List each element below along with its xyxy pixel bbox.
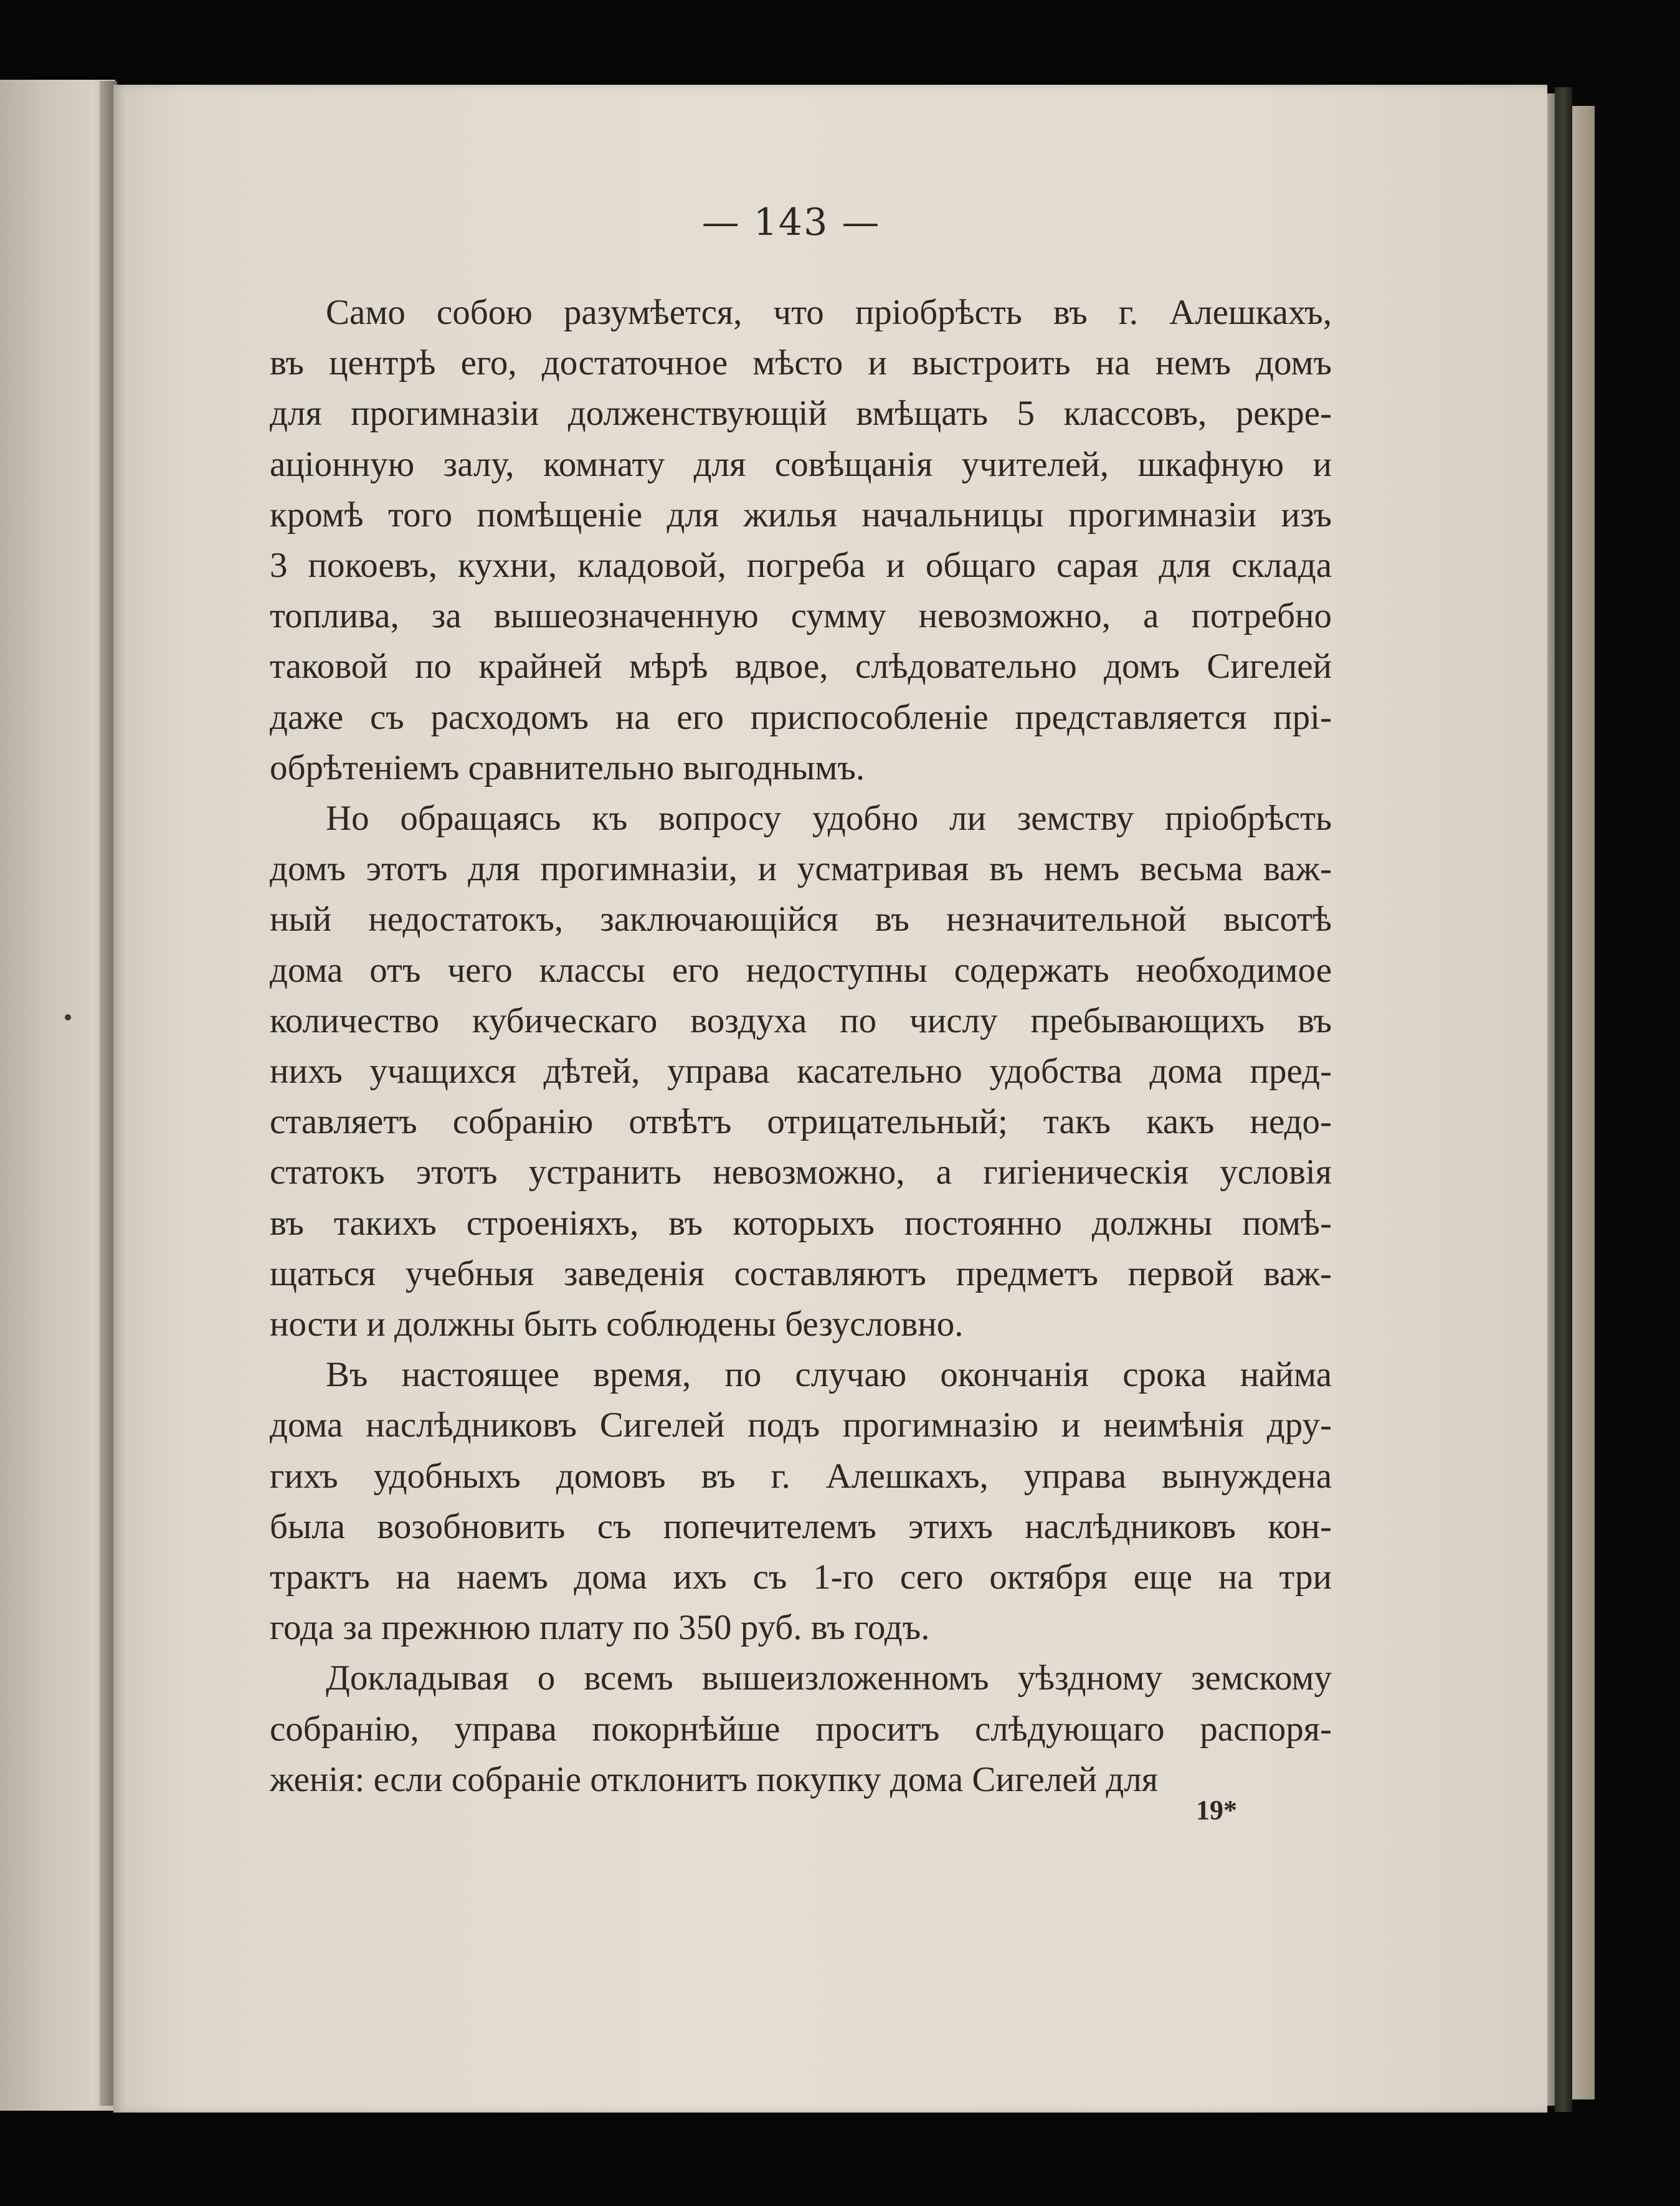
text-line: кромѣ того помѣщеніе для жилья начальницы прогимназіи изъ xyxy=(270,495,1332,535)
text-line: щаться учебныя заведенія составляютъ предметъ первой важ- xyxy=(270,1253,1332,1293)
text-line: женія: если собраніе отклонитъ покупку дома Сигелей для xyxy=(270,1759,1159,1799)
text-line: топлива, за вышеозначенную сумму невозможно, а потребно xyxy=(270,596,1332,636)
text-line: Докладывая о всемъ вышеизложенномъ уѣздному земскому xyxy=(326,1658,1332,1698)
text-line: была возобновить съ попечителемъ этихъ наслѣдниковъ кон- xyxy=(270,1506,1332,1546)
body-text xyxy=(270,287,1332,1805)
text-line: даже съ расходомъ на его приспособленіе представляется прі- xyxy=(270,697,1332,737)
left-page-edge xyxy=(0,80,115,2111)
text-line: въ такихъ строеніяхъ, въ которыхъ постоянно должны помѣ- xyxy=(270,1203,1332,1243)
text-line: обрѣтеніемъ сравнительно выгоднымъ. xyxy=(270,748,865,787)
book-cover-board xyxy=(1572,106,1595,2099)
text-line: ставляетъ собранію отвѣтъ отрицательный; такъ какъ недо- xyxy=(270,1102,1332,1142)
text-line: въ центрѣ его, достаточное мѣсто и выстроить на немъ домъ xyxy=(270,343,1332,383)
text-line: количество кубическаго воздуха по числу пребывающихъ въ xyxy=(270,1001,1332,1040)
text-line: таковой по крайней мѣрѣ вдвое, слѣдовательно домъ Сигелей xyxy=(270,647,1332,687)
page-number: — 143 — xyxy=(701,201,881,244)
text-line: собранію, управа покорнѣйше проситъ слѣдующаго распоря- xyxy=(270,1709,1332,1749)
text-line: статокъ этотъ устранить невозможно, а гигіеническія условія xyxy=(270,1153,1332,1192)
text-line: 3 покоевъ, кухни, кладовой, погреба и общаго сарая для склада xyxy=(270,546,1332,586)
text-line: аціонную залу, комнату для совѣщанія учителей, шкафную и xyxy=(270,444,1332,484)
text-line: Но обращаясь къ вопросу удобно ли земству пріобрѣсть xyxy=(326,799,1332,839)
text-line: для прогимназіи долженствующій вмѣщать 5 классовъ, рекре- xyxy=(270,394,1332,434)
ink-spot xyxy=(65,1014,71,1020)
text-line: нихъ учащихся дѣтей, управа касательно удобства дома пред- xyxy=(270,1052,1332,1091)
paragraph xyxy=(270,287,1332,793)
printer-signature-mark: 19* xyxy=(1196,1795,1237,1825)
text-line: ности и должны быть соблюдены безусловно. xyxy=(270,1305,964,1344)
text-line: трактъ на наемъ дома ихъ съ 1-го сего октября еще на три xyxy=(270,1557,1332,1597)
paragraph xyxy=(270,1349,1332,1653)
paragraph xyxy=(270,793,1332,1349)
text-line: ный недостатокъ, заключающійся въ незначительной высотѣ xyxy=(270,900,1332,939)
book-cover-edge xyxy=(1555,87,1572,2112)
text-line: домъ этотъ для прогимназіи, и усматривая въ немъ весьма важ- xyxy=(270,849,1332,889)
text-line: дома наслѣдниковъ Сигелей подъ прогимназію и неимѣнія дру- xyxy=(270,1405,1332,1445)
text-line: дома отъ чего классы его недоступны содержать необходимое xyxy=(270,950,1332,990)
text-line: гихъ удобныхъ домовъ въ г. Алешкахъ, управа вынуждена xyxy=(270,1456,1332,1496)
text-line: года за прежнюю плату по 350 руб. въ годъ. xyxy=(270,1608,930,1648)
paragraph xyxy=(270,1653,1332,1805)
text-line: Само собою разумѣется, что пріобрѣсть въ г. Алешкахъ, xyxy=(326,293,1332,332)
text-line: Въ настоящее время, по случаю окончанія срока найма xyxy=(326,1355,1332,1395)
